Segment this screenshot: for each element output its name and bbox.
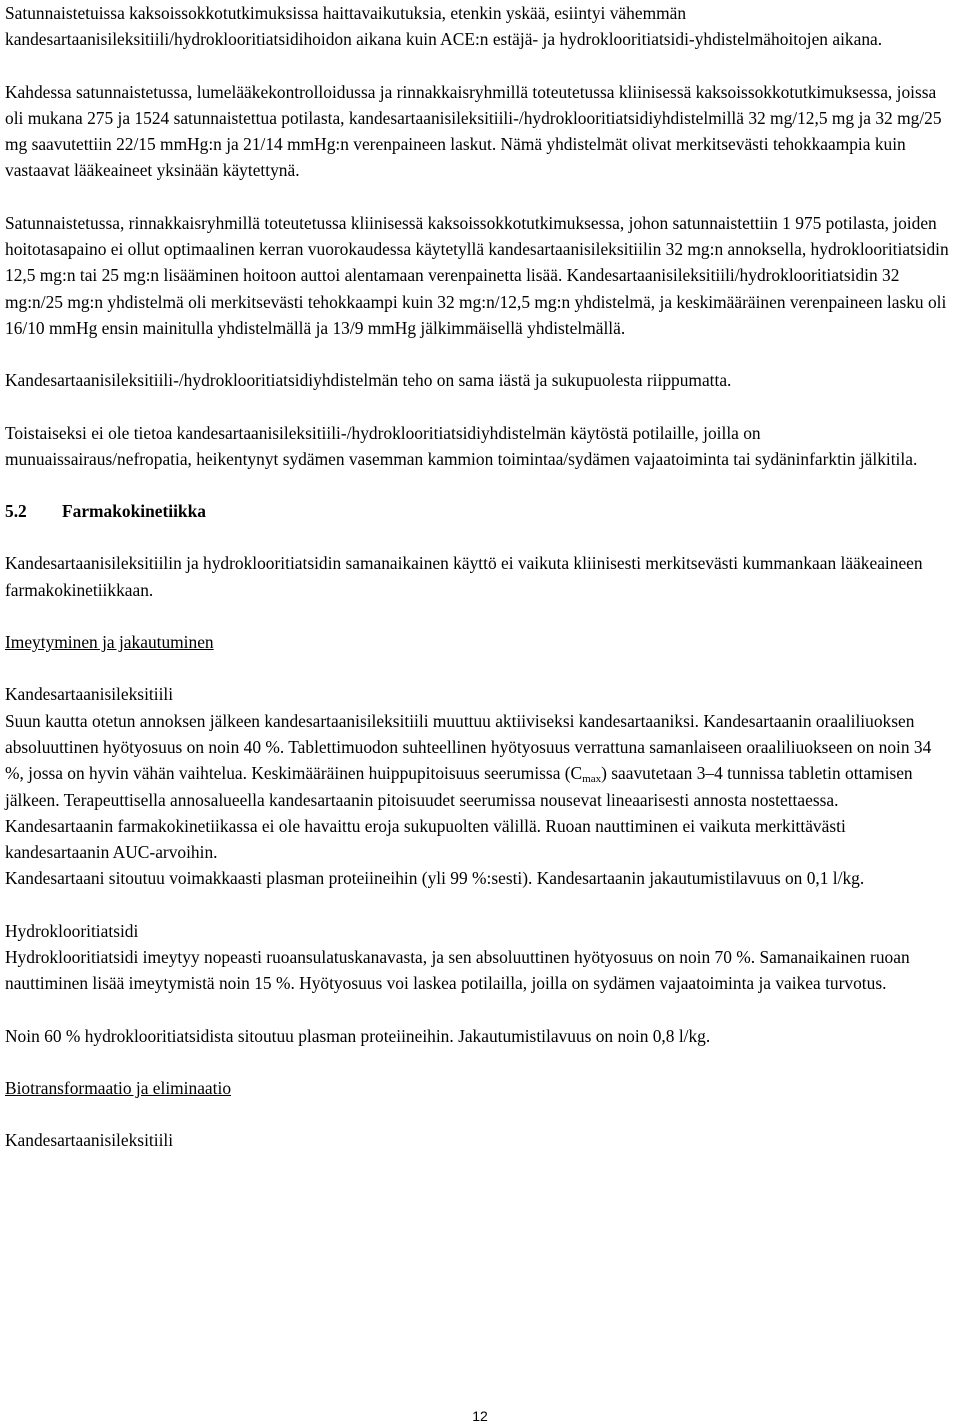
section-title: Farmakokinetiikka — [62, 501, 206, 522]
drug-label-candesartan-2: Kandesartaanisileksitiili — [5, 1130, 174, 1151]
paragraph-pk-intro: Kandesartaanisileksitiilin ja hydroklooritiatsidin samanaikainen käyttö ei vaikuta kliinisesti merkitsevästi kummankaan lääkeaineen farmakokinetiikkaan. — [5, 553, 923, 600]
subheading-metabolism-text: Biotransformaatio ja eliminaatio — [5, 1077, 232, 1098]
paragraph-hydrochlorothiazide-absorption: Hydroklooritiatsidi imeytyy nopeasti ruoansulatuskanavasta, ja sen absoluuttinen hyötyosuus on noin 70 %. Samanaikainen ruoan nauttiminen lisää imeytymistä noin 15 %. Hyötyosuus voi laskea potilailla, joilla on sydämen vajaatoiminta ja vaikea turvotus. — [5, 947, 910, 994]
paragraph-age-gender: Kandesartaanisileksitiili-/hydroklooritiatsidiyhdistelmän teho on sama iästä ja sukupuolesta riippumatta. — [5, 370, 732, 391]
paragraph-two-studies: Kahdessa satunnaistetussa, lumelääkekontrolloidussa ja rinnakkaisryhmillä toteutetussa kliinisessä kaksoissokkotutkimuksessa, joissa oli mukana 275 ja 1524 satunnaistettua potilasta, kandesartaanisileksitiili-/hydroklooritiatsidiyhdistelmillä 32 mg/12,5 mg ja 32 mg/25 mg saavutettiin 22/15 mmHg:n ja 21/14 mmHg:n verenpaineen laskut. Nämä yhdistelmät olivat merkitsevästi tehokkaampia kuin vastaavat lääkeaineet yksinään käytettynä. — [5, 81, 942, 181]
section-number: 5.2 — [5, 501, 27, 522]
subheading-absorption-text: Imeytyminen ja jakautuminen — [5, 632, 214, 653]
paragraph-1975-study: Satunnaistetussa, rinnakkaisryhmillä toteutetussa kliinisessä kaksoissokkotutkimuksessa, johon satunnaistettiin 1 975 potilasta, joiden hoitotasapaino ei ollut optimaalinen kerran vuorokaudessa käytetyllä kandesartaanisileksitiilin 32 mg:n annoksella, hydroklooritiatsidin 12,5 mg:n tai 25 mg:n lisääminen hoitoon auttoi alentamaan verenpainetta lisää. Kandesartaanisileksitiili/hydroklooritiatsidin 32 mg:n/25 mg:n yhdistelmä oli merkitsevästi tehokkaampi kuin 32 mg:n/12,5 mg:n yhdistelmä, ja keskimääräinen verenpaineen lasku oli 16/10 mmHg ensin mainitulla yhdistelmällä ja 13/9 mmHg jälkimmäisellä yhdistelmällä. — [5, 212, 949, 338]
paragraph-candesartan-absorption — [5, 708, 950, 866]
subheading-absorption — [5, 629, 950, 655]
cmax-subscript: max — [582, 773, 602, 786]
section-heading — [5, 498, 950, 524]
paragraph-protein-binding: Noin 60 % hydroklooritiatsidista sitoutuu plasman proteiineihin. Jakautumistilavuus on noin 0,8 l/kg. — [5, 1025, 711, 1046]
page-number: 12 — [472, 1408, 488, 1424]
candesartan-text-b: ) saavutetaan 3–4 tunnissa tabletin ottamisen jälkeen. Terapeuttisella annosalueella kandesartaanin pitoisuudet seerumissa nousevat lineaarisesti annosta nostettaessa. Kandesartaanin farmakokinetiikassa ei ole havaittu eroja sukupuolten välillä. Ruoan nauttiminen ei vaikuta merkittävästi kandesartaanin AUC-arvoihin. — [5, 763, 913, 863]
drug-label-candesartan: Kandesartaanisileksitiili — [5, 684, 174, 705]
candesartan-text-a: Suun kautta otetun annoksen jälkeen kandesartaanisileksitiili muuttuu aktiiviseksi kandesartaaniksi. Kandesartaanin oraaliliuoksen absoluuttinen hyötyosuus on noin 40 %. Tablettimuodon suhteellinen hyötyosuus verrattuna samanlaiseen oraaliliuokseen on noin 34 %, jossa on hyvin vähän vaihtelua. Keskimääräinen huippupitoisuus seerumissa (C — [5, 710, 932, 784]
paragraph-no-data: Toistaiseksi ei ole tietoa kandesartaanisileksitiili-/hydroklooritiatsidiyhdistelmän käytöstä potilaille, joilla on munuaissairaus/nefropatia, heikentynyt sydämen vasemman kammion toimintaa/sydämen vajaatoiminta tai sydäninfarktin jälkitila. — [5, 422, 918, 469]
paragraph-side-effects: Satunnaistetuissa kaksoissokkotutkimuksissa haittavaikutuksia, etenkin yskää, esiintyi vähemmän kandesartaanisileksitiili/hydroklooritiatsidihoidon aikana kuin ACE:n estäjä- ja hydroklooritiatsidi-yhdistelmähoitojen aikana. — [5, 3, 883, 50]
document-page — [5, 0, 950, 1154]
drug-label-hydrochlorothiazide: Hydroklooritiatsidi — [5, 920, 139, 941]
subheading-metabolism — [5, 1075, 950, 1101]
paragraph-candesartan-binding: Kandesartaani sitoutuu voimakkaasti plasman proteiineihin (yli 99 %:sesti). Kandesartaanin jakautumistilavuus on 0,1 l/kg. — [5, 868, 865, 889]
